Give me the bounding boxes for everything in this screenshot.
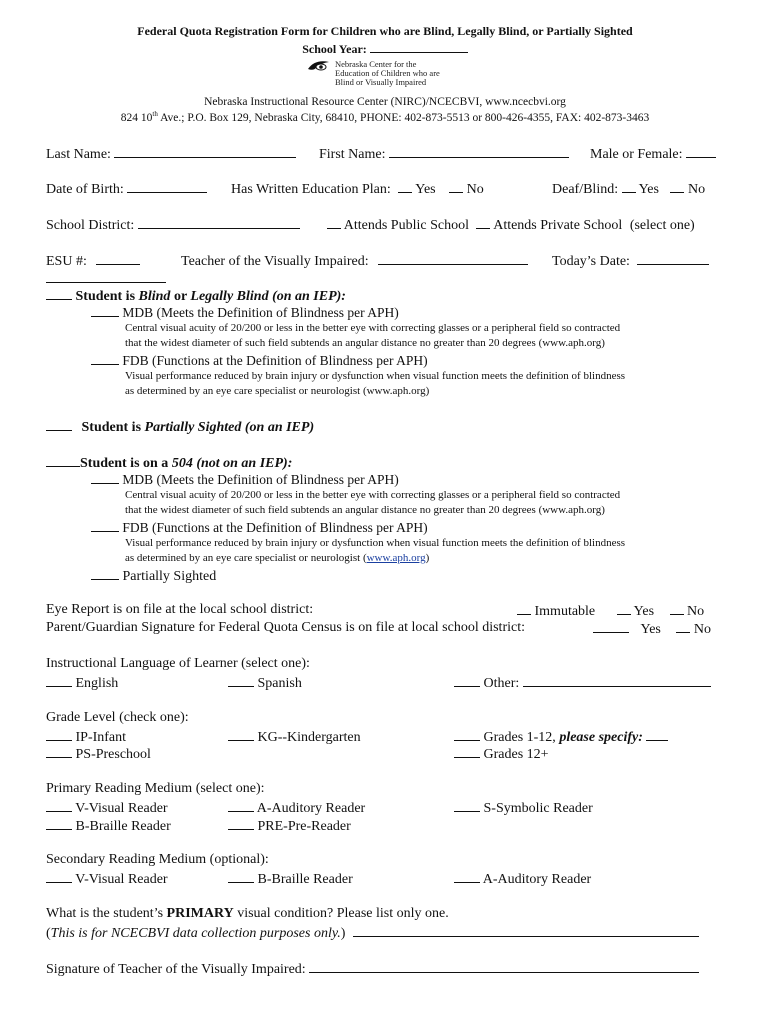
blind-fdb-label: FDB (Functions at the Definition of Blindness per APH) <box>122 353 428 368</box>
school-district-field[interactable] <box>138 216 300 229</box>
eye-report-no-label: No <box>687 604 705 619</box>
sec504-mdb-row <box>91 471 399 488</box>
condition-question <box>46 906 449 922</box>
logo-line-1: Nebraska Center for the <box>335 59 417 69</box>
esu-field[interactable] <box>96 252 140 265</box>
eye-report-label: Eye Report is on file at the local school district: <box>46 602 314 617</box>
secondary-medium-label: Secondary Reading Medium (optional): <box>46 852 269 867</box>
wep-no-label: No <box>466 182 484 197</box>
sec504-fdb-desc-2a: as determined by an eye care specialist or neurologist ( <box>125 552 367 564</box>
primary-symbolic-field[interactable] <box>454 799 480 812</box>
grade-12plus-field[interactable] <box>454 745 480 758</box>
grade-ps-label: PS-Preschool <box>75 747 151 762</box>
grade-112-row <box>454 728 668 746</box>
sec504-fdb-desc-2 <box>125 552 429 564</box>
census-no-label: No <box>693 622 711 637</box>
deafblind-label: Deaf/Blind: <box>552 182 619 197</box>
sec504-fdb-field[interactable] <box>91 519 119 532</box>
tvi-field[interactable] <box>378 252 528 265</box>
eye-report-no-field[interactable] <box>670 602 684 615</box>
form-title: Federal Quota Registration Form for Children who are Blind, Legally Blind, or Partially Sighted <box>137 24 633 38</box>
gender-row <box>590 145 716 163</box>
primary-visual-row <box>46 799 168 817</box>
primary-braille-field[interactable] <box>46 817 72 830</box>
select-one-note: (select one) <box>629 218 695 233</box>
immutable-field[interactable] <box>517 602 531 615</box>
todays-date-continuation-field[interactable] <box>46 268 166 283</box>
sec504-heading-prefix: Student is on a <box>80 456 172 471</box>
deafblind-row <box>552 180 705 198</box>
blind-heading-emph2: Legally Blind (on an IEP): <box>190 289 346 304</box>
secondary-visual-label: V-Visual Reader <box>75 872 168 887</box>
blind-mdb-row <box>91 304 399 321</box>
eye-report-yes-label: Yes <box>633 604 655 619</box>
condition-note: This is for NCECBVI data collection purposes only. <box>50 926 341 941</box>
secondary-auditory-row <box>454 870 591 888</box>
dob-field[interactable] <box>127 180 207 193</box>
census-yes-field[interactable] <box>593 620 629 633</box>
sec504-fdb-desc-2b: ) <box>425 552 430 564</box>
grade-specify-label: please specify: <box>559 730 643 745</box>
grade-ip-field[interactable] <box>46 728 72 741</box>
other-language-checkbox[interactable] <box>454 674 480 687</box>
sec504-fdb-row <box>91 519 428 536</box>
esu-label: ESU #: <box>46 254 87 269</box>
grade-specify-field[interactable] <box>646 728 668 741</box>
dob-row <box>46 180 207 198</box>
blind-fdb-desc-2: as determined by an eye care specialist or neurologist (www.aph.org) <box>125 385 430 397</box>
primary-auditory-field[interactable] <box>228 799 254 812</box>
blind-fdb-row <box>91 352 428 369</box>
immutable-label: Immutable <box>534 604 596 619</box>
census-options <box>593 620 711 638</box>
census-no-field[interactable] <box>676 620 690 633</box>
primary-prereader-row <box>228 817 351 835</box>
ncecbvi-logo <box>307 57 447 93</box>
primary-medium-label: Primary Reading Medium (select one): <box>46 781 265 796</box>
language-english-row <box>46 674 118 692</box>
attendance-row <box>327 216 695 234</box>
school-year-label: School Year: <box>302 42 367 56</box>
grade-12plus-row <box>454 745 549 763</box>
spanish-field[interactable] <box>228 674 254 687</box>
primary-symbolic-label: S-Symbolic Reader <box>483 801 593 816</box>
sec504-mdb-label: MDB (Meets the Definition of Blindness per APH) <box>122 472 399 487</box>
wep-no-field[interactable] <box>449 180 463 193</box>
public-school-label: Attends Public School <box>343 218 469 233</box>
grade-112-label: Grades 1-12, <box>483 730 560 745</box>
blind-checkbox-field[interactable] <box>46 287 72 300</box>
sec504-partial-row <box>91 567 216 585</box>
blind-heading-prefix: Student is <box>75 289 139 304</box>
eye-report-yes-field[interactable] <box>617 602 631 615</box>
primary-auditory-label: A-Auditory Reader <box>256 801 366 816</box>
address-number: 824 10 <box>120 111 153 124</box>
signature-row <box>46 960 699 978</box>
sec504-mdb-desc-2: that the widest diameter of such field subtends an angular distance no greater than 20 degrees (www.aph.org) <box>125 504 605 516</box>
census-signature-label: Parent/Guardian Signature for Federal Quota Census is on file at local school district: <box>46 620 525 635</box>
condition-q-bold: PRIMARY <box>166 906 234 921</box>
primary-visual-label: V-Visual Reader <box>75 801 168 816</box>
grade-kg-field[interactable] <box>228 728 254 741</box>
primary-auditory-row <box>228 799 365 817</box>
school-year-line <box>0 40 770 57</box>
org-line: Nebraska Instructional Resource Center (NIRC)/NCECBVI, www.ncecbvi.org <box>204 96 566 108</box>
school-year-field[interactable] <box>370 40 468 53</box>
first-name-row <box>319 145 569 163</box>
wep-row <box>231 180 484 198</box>
grade-ps-field[interactable] <box>46 745 72 758</box>
tvi-row <box>181 252 528 270</box>
secondary-braille-label: B-Braille Reader <box>257 872 353 887</box>
census-yes-label: Yes <box>640 622 661 637</box>
spanish-label: Spanish <box>257 676 302 691</box>
primary-prereader-label: PRE-Pre-Reader <box>257 819 351 834</box>
sec504-mdb-field[interactable] <box>91 471 119 484</box>
sec504-partial-field[interactable] <box>91 567 119 580</box>
secondary-visual-field[interactable] <box>46 870 72 883</box>
partial-heading-emph: Partially Sighted (on an IEP) <box>144 420 315 435</box>
secondary-visual-row <box>46 870 168 888</box>
blind-heading-emph: Blind <box>138 289 171 304</box>
sec504-partial-label: Partially Sighted <box>122 569 217 584</box>
deafblind-no-field[interactable] <box>670 180 684 193</box>
primary-braille-row <box>46 817 171 835</box>
last-name-row <box>46 145 296 163</box>
other-language-label: Other: <box>483 676 520 691</box>
blind-fdb-field[interactable] <box>91 352 119 365</box>
logo-line-3: Blind or Visually Impaired <box>335 77 427 87</box>
gender-field[interactable] <box>686 145 716 158</box>
todays-date-label: Today’s Date: <box>552 254 630 269</box>
primary-symbolic-row <box>454 799 593 817</box>
blind-mdb-label: MDB (Meets the Definition of Blindness per APH) <box>122 305 399 320</box>
private-school-label: Attends Private School <box>493 218 623 233</box>
grade-ip-row <box>46 728 126 746</box>
language-label: Instructional Language of Learner (select one): <box>46 656 310 671</box>
condition-q-post: visual condition? Please list only one. <box>233 906 449 921</box>
last-name-label: Last Name: <box>46 147 111 162</box>
english-label: English <box>75 676 119 691</box>
wep-yes-label: Yes <box>415 182 436 197</box>
blind-mdb-field[interactable] <box>91 304 119 317</box>
condition-q-pre: What is the student’s <box>46 906 167 921</box>
primary-braille-label: B-Braille Reader <box>75 819 171 834</box>
partial-heading-prefix: Student is <box>81 420 145 435</box>
language-other-row <box>454 674 711 692</box>
deafblind-yes-label: Yes <box>638 182 659 197</box>
wep-yes-field[interactable] <box>398 180 412 193</box>
grade-12plus-label: Grades 12+ <box>483 747 549 762</box>
language-spanish-row <box>228 674 302 692</box>
blind-mdb-desc-2: that the widest diameter of such field subtends an angular distance no greater than 20 degrees (www.aph.org) <box>125 337 605 349</box>
sec504-fdb-desc-1: Visual performance reduced by brain injury or dysfunction when visual function meets the definition of blindness <box>125 537 626 549</box>
grade-ps-row <box>46 745 151 763</box>
condition-note-row: (This is for NCECBVI data collection purposes only.) <box>46 924 699 942</box>
primary-prereader-field[interactable] <box>228 817 254 830</box>
eye-logo-icon <box>307 59 333 77</box>
todays-date-row <box>552 252 709 270</box>
grade-ip-label: IP-Infant <box>75 730 127 745</box>
address-line <box>0 110 770 124</box>
signature-field[interactable] <box>309 960 699 973</box>
tvi-label: Teacher of the Visually Impaired: <box>181 254 369 269</box>
address-sup: th <box>152 110 158 118</box>
blind-fdb-desc-1: Visual performance reduced by brain injury or dysfunction when visual function meets the definition of blindness <box>125 370 626 382</box>
primary-visual-field[interactable] <box>46 799 72 812</box>
partial-section-heading <box>46 418 314 436</box>
secondary-auditory-label: A-Auditory Reader <box>482 872 592 887</box>
blind-heading-mid: or <box>170 289 191 304</box>
grade-kg-label: KG--Kindergarten <box>257 730 361 745</box>
wep-label: Has Written Education Plan: <box>231 182 391 197</box>
deafblind-yes-field[interactable] <box>622 180 636 193</box>
condition-field[interactable] <box>353 924 699 937</box>
other-language-field[interactable] <box>523 674 711 687</box>
grade-label: Grade Level (check one): <box>46 710 189 725</box>
english-field[interactable] <box>46 674 72 687</box>
eye-report-options <box>517 602 704 620</box>
blind-mdb-desc-1: Central visual acuity of 20/200 or less in the better eye with correcting glasses or a peripheral field so contracted <box>125 322 621 334</box>
first-name-field[interactable] <box>389 145 569 158</box>
school-district-row <box>46 216 300 234</box>
todays-date-field[interactable] <box>637 252 709 265</box>
first-name-label: First Name: <box>319 147 386 162</box>
last-name-field[interactable] <box>114 145 296 158</box>
secondary-braille-row <box>228 870 353 888</box>
private-school-field[interactable] <box>476 216 490 229</box>
logo-line-2: Education of Children who are <box>335 68 440 78</box>
sec504-mdb-desc-1: Central visual acuity of 20/200 or less in the better eye with correcting glasses or a peripheral field so contracted <box>125 489 621 501</box>
blind-section-heading <box>46 287 346 305</box>
partial-checkbox-field[interactable] <box>46 418 72 431</box>
grade-112-field[interactable] <box>454 728 480 741</box>
sec504-checkbox-field[interactable] <box>46 454 80 467</box>
public-school-field[interactable] <box>327 216 341 229</box>
grade-kg-row <box>228 728 361 746</box>
signature-label: Signature of Teacher of the Visually Impaired: <box>46 962 306 977</box>
sec504-fdb-label: FDB (Functions at the Definition of Blindness per APH) <box>122 520 428 535</box>
aph-link[interactable]: www.aph.org <box>366 552 426 564</box>
gender-label: Male or Female: <box>590 147 683 162</box>
deafblind-no-label: No <box>687 182 706 197</box>
sec504-heading-emph: 504 (not on an IEP): <box>171 456 293 471</box>
sec504-heading <box>46 454 292 472</box>
secondary-braille-field[interactable] <box>228 870 254 883</box>
secondary-auditory-field[interactable] <box>454 870 480 883</box>
school-district-label: School District: <box>46 218 135 233</box>
address-rest: Ave.; P.O. Box 129, Nebraska City, 68410, PHONE: 402-873-5513 or 800-426-4355, FAX: 402-873-3463 <box>157 111 650 124</box>
dob-label: Date of Birth: <box>46 182 124 197</box>
